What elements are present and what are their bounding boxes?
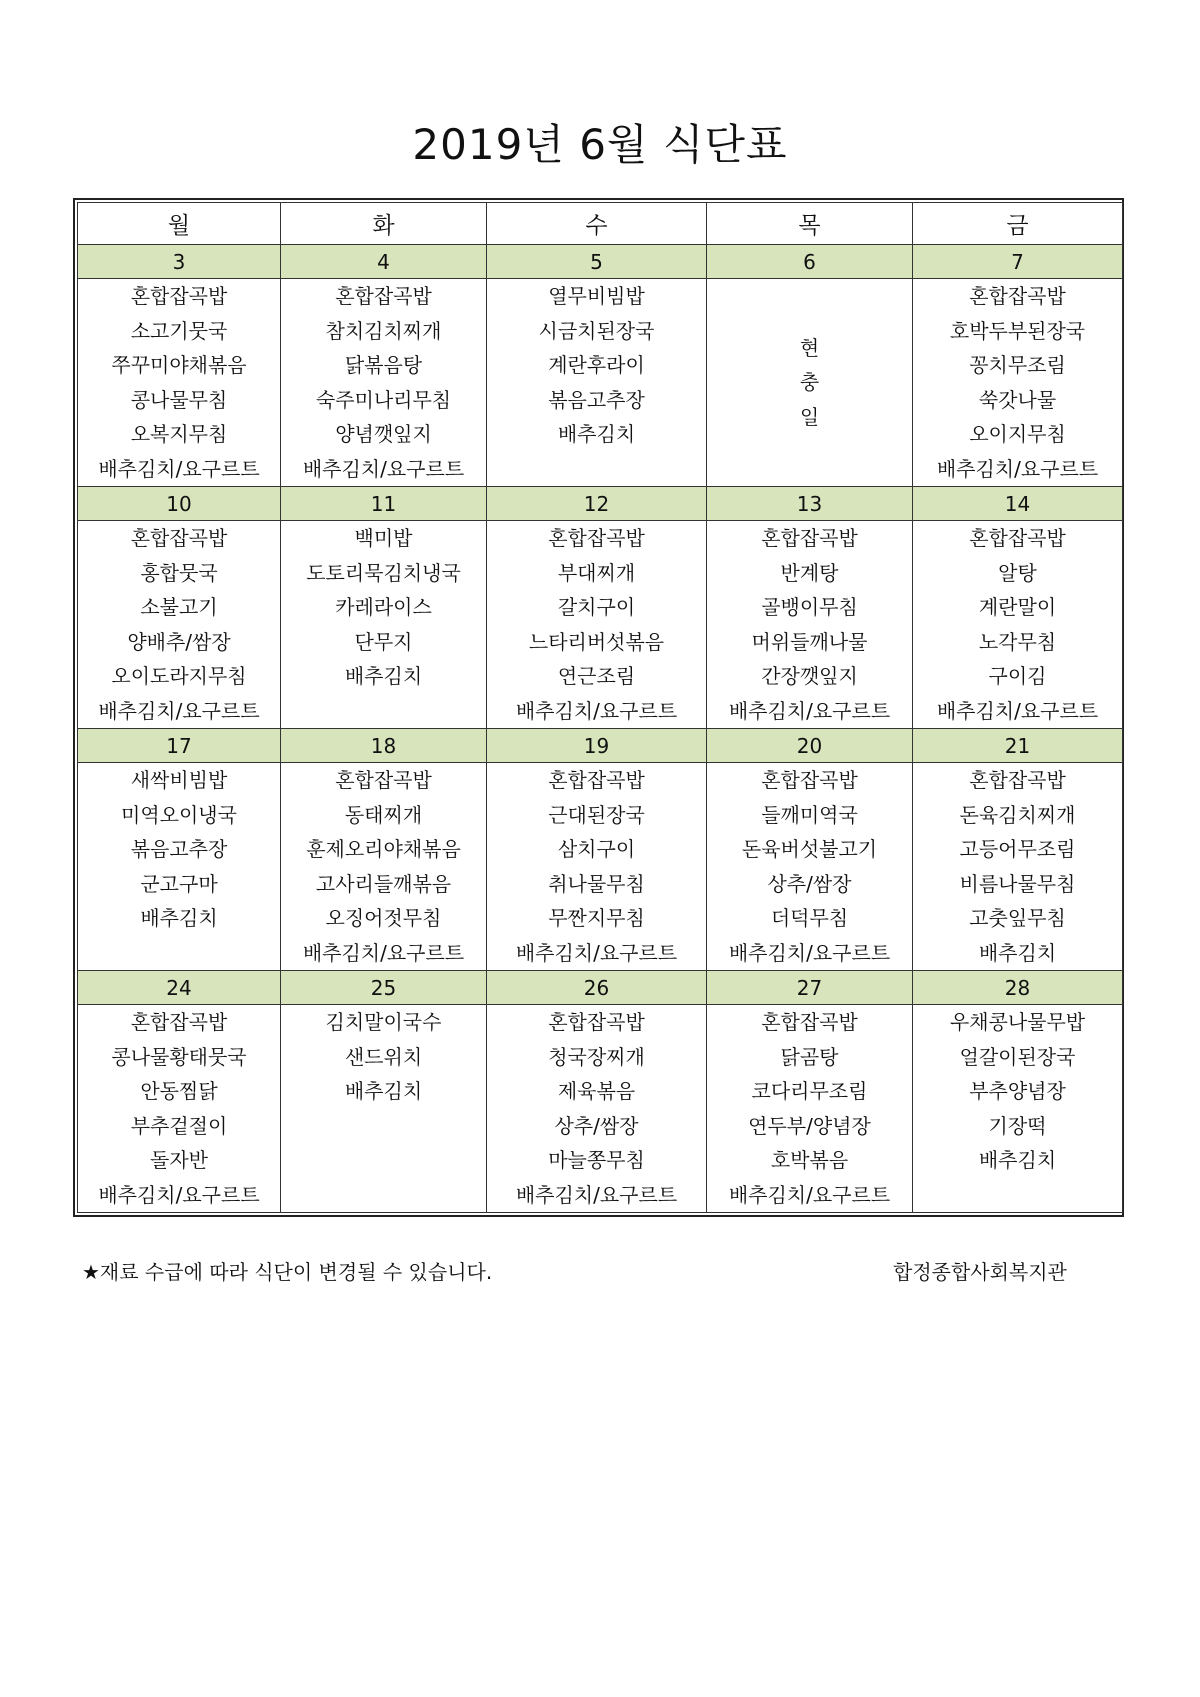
meal-row [78, 521, 1123, 729]
dish-item: 오이지무침 [969, 422, 1066, 446]
dish-item: 반계탕 [780, 560, 839, 585]
dish-item: 호박두부된장국 [949, 318, 1086, 343]
date-row [78, 487, 1123, 521]
page-title: 2019년 6월 식단표 [412, 120, 788, 169]
dish-item: 혼합잡곡밥 [548, 768, 645, 792]
holiday-label: 현 [799, 335, 820, 360]
meal-cell [913, 1005, 1123, 1213]
meal-cell [487, 1005, 707, 1213]
dish-item: 무짠지무침 [548, 906, 645, 930]
meal-cell [281, 763, 487, 971]
dish-item: 알탕 [998, 560, 1037, 585]
dish-item: 계란말이 [978, 595, 1057, 619]
meal-cell [78, 279, 281, 487]
meal-cell [707, 763, 913, 971]
date-cell: 24 [78, 971, 281, 1005]
dish-item: 배추김치 [978, 940, 1057, 965]
dish-item: 비름나물무침 [959, 871, 1076, 896]
dish-item: 동태찌개 [344, 802, 423, 827]
weekday-header-wed: 수 [487, 203, 707, 245]
dish-item: 소고기뭇국 [130, 318, 228, 343]
date-cell: 20 [707, 729, 913, 763]
dish-item: 머위들깨나물 [751, 629, 868, 654]
dish-item: 혼합잡곡밥 [548, 526, 645, 550]
date-cell: 12 [487, 487, 707, 521]
date-cell: 13 [707, 487, 913, 521]
dish-item: 혼합잡곡밥 [130, 1010, 228, 1034]
dish-item: 돈육버섯불고기 [741, 837, 878, 861]
dish-item: 상추/쌈장 [554, 1113, 639, 1138]
meal-row [78, 1005, 1123, 1213]
date-cell: 10 [78, 487, 281, 521]
dish-item: 배추김치 [557, 422, 636, 446]
dish-item: 배추김치/요구르트 [515, 1182, 678, 1207]
dish-item: 김치말이국수 [325, 1010, 442, 1034]
meal-cell [707, 521, 913, 729]
date-cell: 25 [281, 971, 487, 1005]
dish-item: 도토리묵김치냉국 [306, 560, 461, 585]
dish-item: 갈치구이 [557, 595, 636, 619]
dish-item: 쭈꾸미야채볶음 [111, 353, 247, 377]
dish-item: 혼합잡곡밥 [130, 526, 228, 550]
dish-item: 배추김치 [978, 1148, 1057, 1172]
dish-item: 양배추/쌈장 [127, 629, 231, 654]
meal-row [78, 279, 1123, 487]
dish-item: 기장떡 [988, 1113, 1047, 1138]
dish-item: 볶음고추장 [548, 387, 645, 412]
dish-item: 백미밥 [354, 526, 413, 550]
holiday-label: 일 [799, 404, 820, 429]
dish-item: 오복지무침 [130, 422, 228, 446]
dish-item: 샌드위치 [344, 1044, 423, 1069]
dish-item: 열무비빔밥 [548, 284, 645, 308]
date-cell: 19 [487, 729, 707, 763]
dish-item: 고사리들깨볶음 [315, 871, 452, 896]
dish-item: 더덕무침 [770, 906, 849, 930]
menu-body [78, 245, 1123, 1213]
date-cell: 14 [913, 487, 1123, 521]
date-cell: 21 [913, 729, 1123, 763]
date-row [78, 729, 1123, 763]
dish-item: 구이김 [988, 664, 1047, 688]
dish-item: 닭볶음탕 [344, 353, 423, 377]
dish-item: 배추김치/요구르트 [728, 940, 891, 965]
dish-item: 우채콩나물무밥 [949, 1010, 1086, 1034]
dish-item: 코다리무조림 [751, 1079, 868, 1103]
dish-item: 마늘쫑무침 [548, 1148, 645, 1172]
dish-item: 배추김치/요구르트 [515, 698, 678, 723]
dish-item: 느타리버섯볶음 [528, 629, 665, 654]
dish-item: 배추김치 [344, 664, 423, 688]
dish-item: 호박볶음 [770, 1148, 849, 1172]
dish-item: 혼합잡곡밥 [761, 526, 858, 550]
dish-item: 혼합잡곡밥 [969, 284, 1066, 308]
dish-item: 숙주미나리무침 [315, 387, 452, 412]
dish-item: 배추김치 [140, 906, 218, 930]
dish-item: 배추김치/요구르트 [302, 940, 465, 965]
dish-item: 양념깻잎지 [335, 422, 432, 446]
date-cell: 7 [913, 245, 1123, 279]
meal-cell [707, 1005, 913, 1213]
dish-item: 들깨미역국 [761, 802, 858, 827]
dish-item: 상추/쌈장 [767, 871, 852, 896]
dish-item: 간장깻잎지 [761, 664, 858, 688]
dish-item: 배추김치/요구르트 [98, 698, 260, 723]
footer-note: ★재료 수급에 따라 식단이 변경될 수 있습니다. [82, 1260, 493, 1284]
weekday-header-thu: 목 [707, 203, 913, 245]
dish-item: 고춧잎무침 [969, 906, 1066, 930]
dish-item: 계란후라이 [548, 353, 645, 377]
menu-table-frame [73, 198, 1124, 1217]
meal-cell [78, 521, 281, 729]
dish-item: 배추김치/요구르트 [936, 698, 1099, 723]
dish-item: 군고구마 [140, 871, 218, 896]
dish-item: 제육볶음 [557, 1079, 636, 1103]
date-cell: 26 [487, 971, 707, 1005]
dish-item: 얼갈이된장국 [959, 1044, 1076, 1069]
dish-item: 배추김치/요구르트 [98, 456, 260, 481]
dish-item: 돌자반 [150, 1148, 208, 1172]
dish-item: 배추김치/요구르트 [98, 1182, 260, 1207]
dish-item: 꽁치무조림 [969, 353, 1066, 377]
meal-cell [707, 279, 913, 487]
dish-item: 시금치된장국 [538, 318, 655, 343]
date-cell: 6 [707, 245, 913, 279]
weekday-header-mon: 월 [78, 203, 281, 245]
dish-item: 훈제오리야채볶음 [306, 837, 461, 861]
dish-item: 쑥갓나물 [978, 387, 1057, 412]
date-row [78, 971, 1123, 1005]
dish-item: 배추김치/요구르트 [936, 456, 1099, 481]
dish-item: 취나물무침 [548, 871, 645, 896]
dish-item: 부추양념장 [969, 1079, 1066, 1103]
dish-item: 콩나물황태뭇국 [111, 1044, 247, 1069]
dish-item: 혼합잡곡밥 [335, 768, 432, 792]
holiday-label: 충 [799, 370, 820, 395]
dish-item: 청국장찌개 [548, 1044, 645, 1069]
meal-cell [78, 763, 281, 971]
date-cell: 18 [281, 729, 487, 763]
date-cell: 28 [913, 971, 1123, 1005]
dish-item: 배추김치/요구르트 [728, 1182, 891, 1207]
meal-cell [78, 1005, 281, 1213]
weekday-header-row [78, 203, 1123, 245]
dish-item: 소불고기 [140, 595, 218, 619]
dish-item: 카레라이스 [335, 595, 432, 619]
dish-item: 부추겉절이 [130, 1113, 228, 1138]
dish-item: 배추김치/요구르트 [515, 940, 678, 965]
dish-item: 혼합잡곡밥 [969, 768, 1066, 792]
dish-item: 오이도라지무침 [111, 664, 247, 688]
dish-item: 닭곰탕 [780, 1044, 839, 1069]
dish-item: 혼합잡곡밥 [969, 526, 1066, 550]
weekday-header-fri: 금 [913, 203, 1123, 245]
dish-item: 돈육김치찌개 [959, 802, 1076, 827]
dish-item: 삼치구이 [557, 837, 636, 861]
dish-item: 배추김치/요구르트 [728, 698, 891, 723]
menu-table [77, 202, 1123, 1213]
dish-item: 혼합잡곡밥 [548, 1010, 645, 1034]
dish-item: 새싹비빔밥 [130, 768, 228, 792]
dish-item: 단무지 [354, 629, 413, 654]
meal-cell [281, 521, 487, 729]
meal-cell [281, 279, 487, 487]
meal-cell [913, 763, 1123, 971]
meal-row [78, 763, 1123, 971]
meal-cell [913, 521, 1123, 729]
date-cell: 27 [707, 971, 913, 1005]
meal-cell [487, 763, 707, 971]
dish-item: 연근조림 [557, 664, 636, 688]
date-cell: 5 [487, 245, 707, 279]
dish-item: 노각무침 [978, 629, 1057, 654]
dish-item: 홍합뭇국 [140, 560, 218, 585]
dish-item: 부대찌개 [557, 560, 636, 585]
dish-item: 콩나물무침 [130, 387, 228, 412]
dish-item: 배추김치/요구르트 [302, 456, 465, 481]
weekday-header-tue: 화 [281, 203, 487, 245]
meal-cell [913, 279, 1123, 487]
dish-item: 골뱅이무침 [761, 595, 858, 619]
dish-item: 연두부/양념장 [748, 1113, 871, 1138]
date-row [78, 245, 1123, 279]
date-cell: 11 [281, 487, 487, 521]
dish-item: 배추김치 [344, 1079, 423, 1103]
dish-item: 안동찜닭 [140, 1079, 218, 1103]
dish-item: 혼합잡곡밥 [335, 284, 432, 308]
date-cell: 3 [78, 245, 281, 279]
dish-item: 오징어젓무침 [325, 906, 442, 930]
meal-cell [487, 521, 707, 729]
meal-cell [487, 279, 707, 487]
footer-organization: 합정종합사회복지관 [893, 1260, 1067, 1284]
dish-item: 참치김치찌개 [325, 318, 442, 343]
dish-item: 혼합잡곡밥 [761, 1010, 858, 1034]
dish-item: 미역오이냉국 [121, 802, 237, 827]
dish-item: 근대된장국 [548, 802, 645, 827]
date-cell: 4 [281, 245, 487, 279]
dish-item: 볶음고추장 [130, 837, 228, 861]
dish-item: 혼합잡곡밥 [130, 284, 228, 308]
dish-item: 혼합잡곡밥 [761, 768, 858, 792]
meal-cell [281, 1005, 487, 1213]
date-cell: 17 [78, 729, 281, 763]
dish-item: 고등어무조림 [959, 837, 1076, 861]
